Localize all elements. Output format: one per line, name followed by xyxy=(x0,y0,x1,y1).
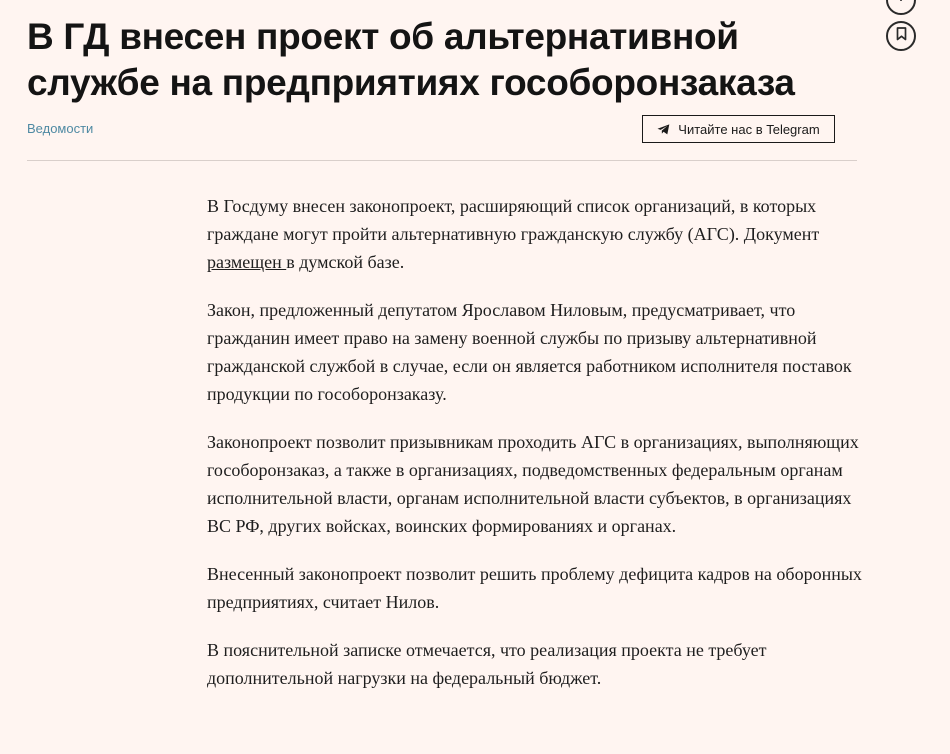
paragraph-text: В Госдуму внесен законопроект, расширяющий список организаций, в которых граждане могут пройти альтернативную гражданскую службу (АГС). Документ xyxy=(207,196,820,244)
paragraph-text: в думской базе. xyxy=(286,252,405,272)
bookmark-icon xyxy=(896,27,907,46)
paragraph: Закон, предложенный депутатом Ярославом Ниловым, предусматривает, что гражданин имеет право на замену военной службы по призыву альтернативной гражданской службой в случае, если он является работником исполнителя поставок продукции по гособоронзаказу. xyxy=(207,300,852,404)
paragraph xyxy=(207,192,867,276)
document-link[interactable]: размещен xyxy=(207,252,287,272)
paragraph: Внесенный законопроект позволит решить проблему дефицита кадров на оборонных предприятиях, считает Нилов. xyxy=(207,564,862,612)
header-divider xyxy=(27,160,857,161)
telegram-button[interactable] xyxy=(642,115,835,143)
share-button[interactable] xyxy=(886,0,916,15)
article-body xyxy=(207,192,867,712)
source-link[interactable]: Ведомости xyxy=(27,121,94,136)
bookmark-button[interactable] xyxy=(886,21,916,51)
paragraph: В пояснительной записке отмечается, что реализация проекта не требует дополнительной нагрузки на федеральный бюджет. xyxy=(207,640,767,688)
telegram-plane-icon xyxy=(657,124,670,135)
paragraph: Законопроект позволит призывникам проходить АГС в организациях, выполняющих гособоронзаказ, а также в организациях, подведомственных федеральным органам исполнительной власти, органам исполнительной власти субъектов, в организациях ВС РФ, других войсках, воинских формированиях и органах. xyxy=(207,432,859,536)
article-title: В ГД внесен проект об альтернативной службе на предприятиях гособоронзаказа xyxy=(27,16,795,103)
share-icon xyxy=(895,0,907,9)
telegram-button-label: Читайте нас в Telegram xyxy=(678,121,820,137)
